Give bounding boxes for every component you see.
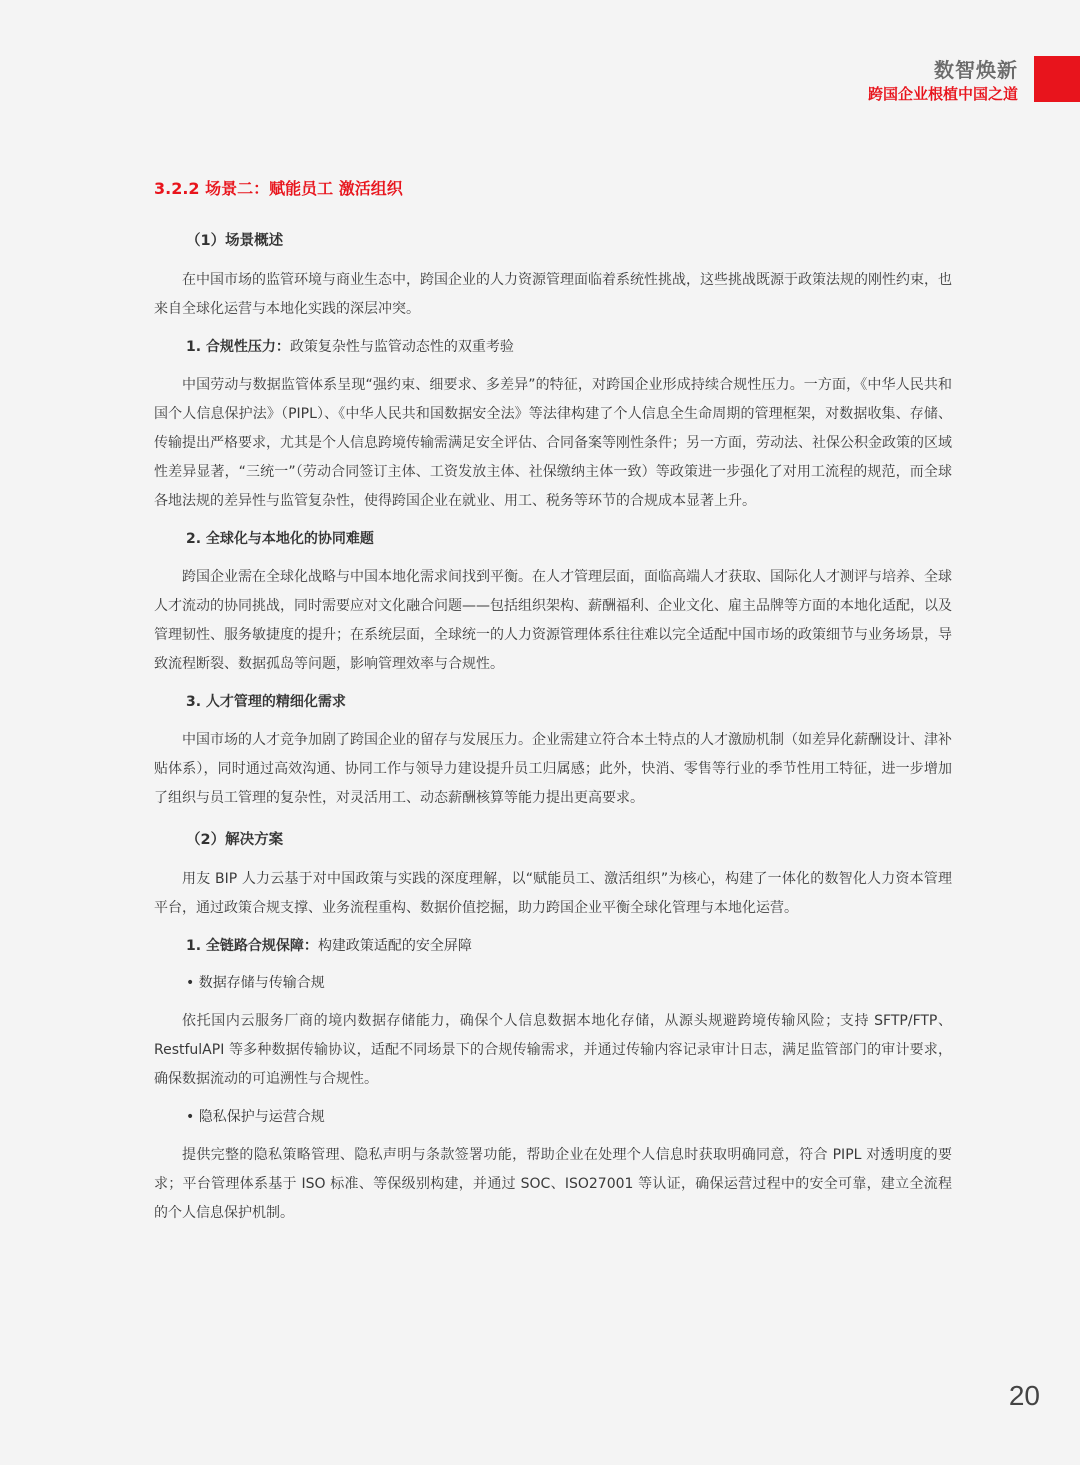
header-title: 数智焕新 <box>934 58 1018 82</box>
paragraph-talent: 中国市场的人才竞争加剧了跨国企业的留存与发展压力。企业需建立符合本土特点的人才激励机制（如差异化薪酬设计、津补贴体系），同时通过高效沟通、协同工作与领导力建设提升员工归属感；此外，快消、零售等行业的季节性用工特征，进一步增加了组织与员工管理的复杂性，对灵活用工、动态薪酬核算等能力提出更高要求。 <box>154 732 952 806</box>
subheading-solution: （2）解决方案 <box>186 832 284 848</box>
section-title: 3.2.2 场景二：赋能员工 激活组织 <box>154 179 403 198</box>
item-heading-label: 2. 全球化与本地化的协同难题 <box>186 531 374 547</box>
paragraph-intro: 在中国市场的监管环境与商业生态中，跨国企业的人力资源管理面临着系统性挑战，这些挑战既源于政策法规的刚性约束，也来自全球化运营与本地化实践的深层冲突。 <box>154 272 952 317</box>
subheading-overview: （1）场景概述 <box>186 233 284 249</box>
bullet-privacy: • 隐私保护与运营合规 <box>186 1109 325 1125</box>
item-heading-label: 3. 人才管理的精细化需求 <box>186 694 346 710</box>
paragraph-globalization: 跨国企业需在全球化战略与中国本地化需求间找到平衡。在人才管理层面，面临高端人才获取、国际化人才测评与培养、全球人才流动的协同挑战，同时需要应对文化融合问题——包括组织架构、薪酬福利、企业文化、雇主品牌等方面的本地化适配，以及管理韧性、服务敏捷度的提升；在系统层面，全球统一的人力资源管理体系往往难以完全适配中国市场的政策细节与业务场景，导致流程断裂、数据孤岛等问题，影响管理效率与合规性。 <box>154 569 952 672</box>
item-heading-label: 1. 合规性压力： <box>186 339 290 355</box>
header-accent-block <box>1034 56 1080 102</box>
paragraph-compliance: 中国劳动与数据监管体系呈现“强约束、细要求、多差异”的特征，对跨国企业形成持续合规性压力。一方面，《中华人民共和国个人信息保护法》（PIPL）、《中华人民共和国数据安全法》等法律构建了个人信息全生命周期的管理框架，对数据收集、存储、传输提出严格要求，尤其是个人信息跨境传输需满足安全评估、合同备案等刚性条件；另一方面，劳动法、社保公积金政策的区域性差异显著，“三统一”（劳动合同签订主体、工资发放主体、社保缴纳主体一致）等政策进一步强化了对用工流程的规范，而全球各地法规的差异性与监管复杂性，使得跨国企业在就业、用工、税务等环节的合规成本显著上升。 <box>154 377 952 509</box>
bullet-data-storage: • 数据存储与传输合规 <box>186 975 325 991</box>
item-heading-full-chain <box>186 933 952 959</box>
paragraph-data-storage: 依托国内云服务厂商的境内数据存储能力，确保个人信息数据本地化存储，从源头规避跨境传输风险；支持 SFTP/FTP、RestfulAPI 等多种数据传输协议，适配不同场景下的合规传输需求，并通过传输内容记录审计日志，满足监管部门的审计要求，确保数据流动的可追溯性与合规性。 <box>154 1013 952 1087</box>
page-content <box>154 176 952 1238</box>
item-heading-globalization <box>186 526 952 552</box>
page-number: 20 <box>1008 1380 1040 1411</box>
item-heading-compliance <box>186 334 952 360</box>
paragraph-privacy: 提供完整的隐私策略管理、隐私声明与条款签署功能，帮助企业在处理个人信息时获取明确同意，符合 PIPL 对透明度的要求；平台管理体系基于 ISO 标准、等保级别构建，并通过 SOC、ISO27001 等认证，确保运营过程中的安全可靠，建立全流程的个人信息保护机制。 <box>154 1147 952 1221</box>
item-heading-label: 1. 全链路合规保障： <box>186 938 318 954</box>
paragraph-solution: 用友 BIP 人力云基于对中国政策与实践的深度理解，以“赋能员工、激活组织”为核心，构建了一体化的数智化人力资本管理平台，通过政策合规支撑、业务流程重构、数据价值挖掘，助力跨国企业平衡全球化管理与本地化运营。 <box>154 871 952 916</box>
item-heading-talent <box>186 689 952 715</box>
item-heading-text: 构建政策适配的安全屏障 <box>317 938 472 954</box>
header-subtitle: 跨国企业根植中国之道 <box>867 85 1018 103</box>
item-heading-text: 政策复杂性与监管动态性的双重考验 <box>289 339 514 355</box>
